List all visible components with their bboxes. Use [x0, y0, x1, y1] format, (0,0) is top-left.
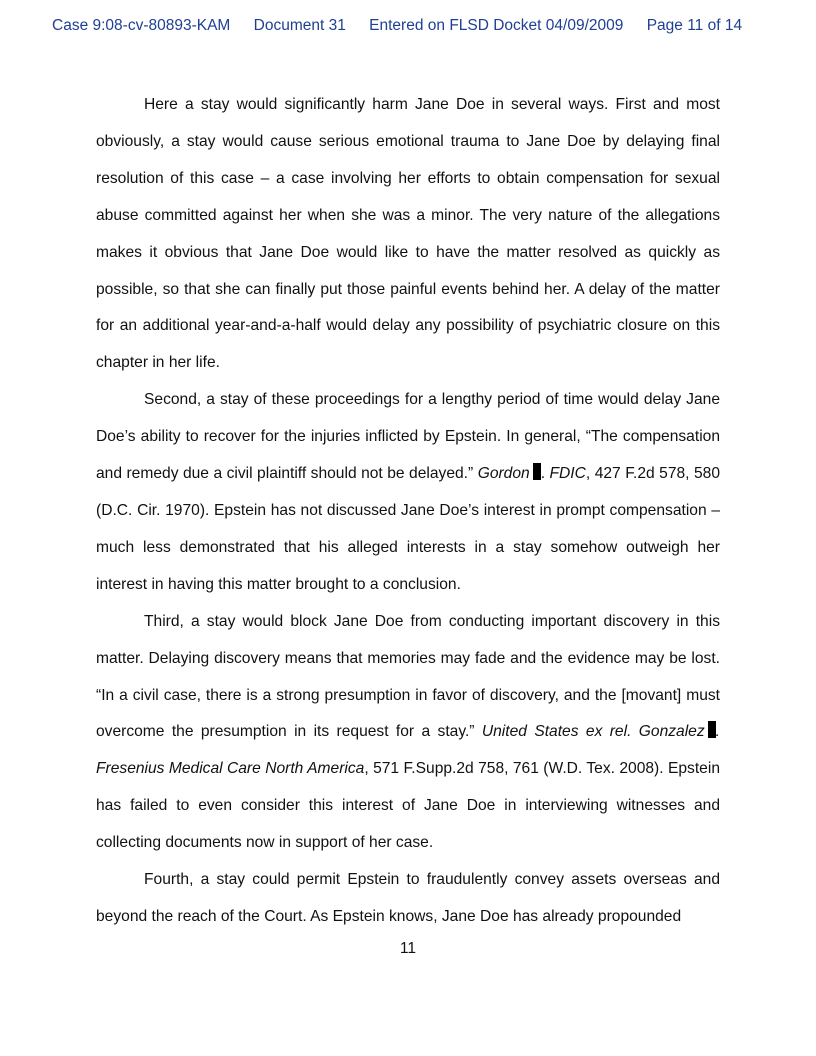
citation-separator: . — [540, 465, 550, 483]
redaction-mark — [533, 463, 541, 480]
paragraph-asset-conveyance: Fourth, a stay could permit Epstein to fraudulently convey assets overseas and beyond the reach of the Court. As Epstein knows, Jane Doe has already propounded — [96, 871, 720, 925]
docket-entry-date: Entered on FLSD Docket 04/09/2009 — [369, 17, 624, 34]
case-number: Case 9:08-cv-80893-KAM — [52, 17, 231, 34]
document-number: Document 31 — [253, 17, 346, 34]
case-citation: . Fresenius Medical Care North America — [96, 723, 720, 778]
paragraph-discovery — [96, 604, 720, 862]
redaction-mark — [708, 721, 716, 738]
paragraph-text: Third, a stay would block Jane Doe from conducting important discovery in this matter. Delaying discovery means that memories may fade and the evidence may be lost. “In a civil case, there is a strong presumption in favor of discovery, and the [movant] must overcome the presumption in its request for a stay.” — [96, 612, 720, 741]
case-citation: Gordon — [477, 465, 530, 483]
page-number: 11 — [399, 940, 417, 957]
paragraph-text: , 571 F.Supp.2d 758, 761 (W.D. Tex. 2008). Epstein has failed to even consider this interest of Jane Doe in interviewing witnesses and collecting documents now in support of her case. — [96, 760, 720, 852]
paragraph-delayed-recovery — [96, 382, 720, 603]
paragraph-emotional-harm: Here a stay would significantly harm Jane Doe in several ways. First and most obviously, a stay would cause serious emotional trauma to Jane Doe by delaying final resolution of this case – a case involving her efforts to obtain compensation for sexual abuse committed against her when she was a minor. The very nature of the allegations makes it obvious that Jane Doe would like to have the matter resolved as quickly as possible, so that she can finally put those painful events behind her. A delay of the matter for an additional year-and-a-half would delay any possibility of psychiatric closure on this chapter in her life. — [96, 96, 720, 372]
header-page-count: Page 11 of 14 — [646, 17, 743, 34]
paragraph-text: Second, a stay of these proceedings for a lengthy period of time would delay Jane Doe’s ability to recover for the injuries inflicted by Epstein. In general, “The compensation and remedy due a civil plaintiff should not be delayed.” — [96, 391, 720, 483]
paragraph-text: , 427 F.2d 578, 580 (D.C. Cir. 1970). Epstein has not discussed Jane Doe’s interest in prompt compensation – much less demonstrated that his alleged interests in a stay somehow outweigh her interest in having this matter brought to a conclusion. — [96, 465, 720, 593]
docket-header — [52, 17, 772, 35]
case-citation: United States ex rel. Gonzalez — [481, 723, 705, 741]
document-body — [96, 87, 720, 936]
case-citation: FDIC — [549, 465, 586, 483]
